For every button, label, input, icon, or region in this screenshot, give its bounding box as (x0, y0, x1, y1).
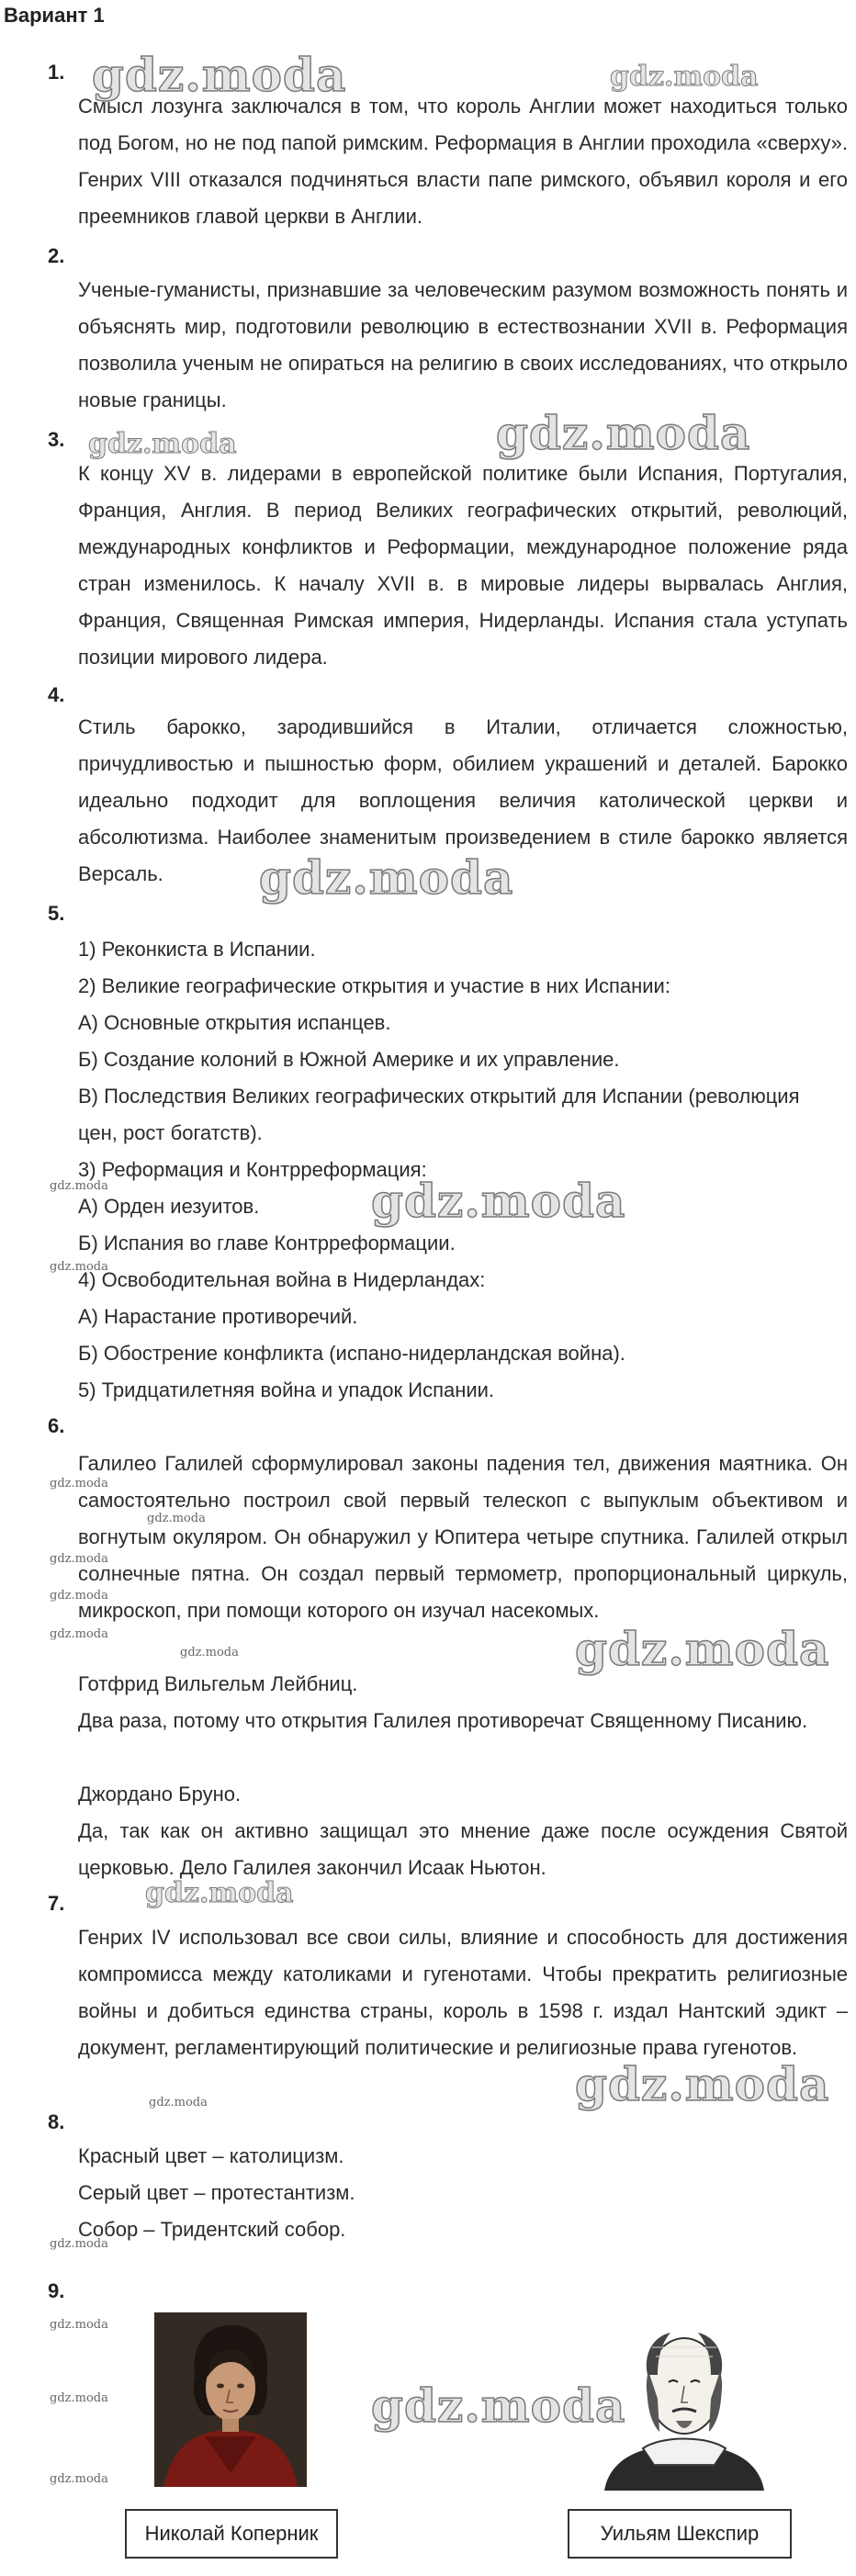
answer-6-paragraph: Два раза, потому что открытия Галилея противоречат Священному Писанию. (78, 1709, 808, 1732)
outline-line: А) Орден иезуитов. (78, 1195, 260, 1218)
answer-2-text: Ученые-гуманисты, признавшие за человеческим разумом возможность понять и объяснять мир, подготовили революцию в естествознании XVII в. Реформация позволила ученым не опираться на религию в своих исследованиях, что открыло новые границы. (78, 278, 848, 411)
watermark: gdz.moda (50, 1179, 108, 1193)
outline-line: 3) Реформация и Контрреформация: (78, 1158, 427, 1181)
shakespeare-caption: Уильям Шекспир (568, 2509, 792, 2559)
outline-line: А) Нарастание противоречий. (78, 1305, 358, 1328)
question-number-4: 4. (48, 683, 65, 706)
watermark: gdz.moda (50, 1260, 108, 1274)
watermark: gdz.moda (50, 1589, 108, 1603)
watermark: gdz.moda (145, 1877, 294, 1909)
watermark: gdz.moda (50, 2318, 108, 2332)
answer-6-paragraph: Готфрид Вильгельм Лейбниц. (78, 1672, 358, 1695)
watermark: gdz.moda (50, 2472, 108, 2486)
variant-title: Вариант 1 (4, 4, 105, 27)
watermark: gdz.moda (180, 1646, 239, 1659)
question-number-8: 8. (48, 2110, 65, 2133)
question-number-1: 1. (48, 61, 65, 84)
watermark: gdz.moda (88, 428, 237, 460)
watermark: gdz.moda (575, 1622, 830, 1676)
question-number-6: 6. (48, 1414, 65, 1437)
outline-line: В) Последствия Великих географических открытий для Испании (революция (78, 1085, 800, 1108)
question-number-7: 7. (48, 1892, 65, 1915)
answer-8-line: Собор – Тридентский собор. (78, 2218, 346, 2241)
watermark: gdz.moda (50, 1552, 108, 1566)
outline-line: А) Основные открытия испанцев. (78, 1011, 391, 1034)
watermark: gdz.moda (50, 1477, 108, 1490)
answer-3-text: К концу XV в. лидерами в европейской политике были Испания, Португалия, Франция, Англия. В период Великих географических открытий, революций, международных конфликтов и Реформации, международное положение ряда стран изменилось. К началу XVII в. в мировые лидеры вырвалась Англия, Франция, Священная Римская империя, Нидерланды. Испания стала уступать позиции мирового лидера. (78, 462, 848, 669)
watermark: gdz.moda (371, 2379, 626, 2433)
answer-7-text: Генрих IV использовал все свои силы, влияние и способность для достижения компромисса между католиками и гугенотами. Чтобы прекратить религиозные войны и добиться единства страны, король в 1598 г. издал Нантский эдикт – документ, регламентирующий политические и религиозные права гугенотов. (78, 1926, 848, 2059)
watermark: gdz.moda (149, 2096, 208, 2109)
outline-line: 2) Великие географические открытия и участие в них Испании: (78, 974, 670, 997)
answer-4-text: Стиль барокко, зародившийся в Италии, отличается сложностью, причудливостью и пышностью форм, обилием украшений и деталей. Барокко идеально подходит для воплощения величия католической церкви и абсолютизма. Наиболее знаменитым произведением в стиле барокко является Версаль. (78, 715, 848, 885)
watermark: gdz.moda (92, 48, 347, 102)
answer-6-paragraph: Галилео Галилей сформулировал законы падения тел, движения маятника. Он самостоятельно построил свой первый телескоп с выпуклым объективом и вогнутым окуляром. Он обнаружил у Юпитера четыре спутника. Галилей открыл солнечные пятна. Он создал первый термометр, пропорциональный циркуль, микроскоп, при помощи которого он изучал насекомых. (78, 1452, 848, 1622)
copernicus-portrait-icon (154, 2312, 307, 2487)
watermark: gdz.moda (371, 1174, 626, 1228)
question-number-9: 9. (48, 2279, 65, 2302)
watermark: gdz.moda (259, 850, 514, 905)
outline-line: 1) Реконкиста в Испании. (78, 938, 316, 961)
watermark: gdz.moda (50, 2237, 108, 2251)
outline-line: 5) Тридцатилетняя война и упадок Испании. (78, 1378, 495, 1401)
outline-line: Б) Обострение конфликта (испано-нидерландская война). (78, 1342, 625, 1365)
outline-line: Б) Создание колоний в Южной Америке и их управление. (78, 1048, 620, 1071)
answer-8-line: Серый цвет – протестантизм. (78, 2181, 355, 2204)
watermark: gdz.moda (496, 406, 751, 460)
question-number-2: 2. (48, 244, 65, 267)
outline-line: 4) Освободительная война в Нидерландах: (78, 1268, 486, 1291)
question-number-5: 5. (48, 902, 65, 925)
answer-6-paragraph: Джордано Бруно. (78, 1783, 242, 1805)
question-number-3: 3. (48, 428, 65, 451)
watermark: gdz.moda (147, 1512, 206, 1525)
outline-line: цен, рост богатств). (78, 1121, 263, 1144)
copernicus-caption: Николай Коперник (125, 2509, 338, 2559)
outline-line: Б) Испания во главе Контрреформации. (78, 1232, 456, 1254)
watermark: gdz.moda (50, 2391, 108, 2405)
answer-1-text: Смысл лозунга заключался в том, что король Англии может находиться только под Богом, но не под папой римским. Реформация в Англии проходила «сверху». Генрих VIII отказался подчиняться власти папе римского, объявил короля и его преемников главой церкви в Англии. (78, 95, 848, 228)
answer-8-line: Красный цвет – католицизм. (78, 2144, 344, 2167)
answer-6-paragraph: Да, так как он активно защищал это мнение даже после осуждения Святой церковью. Дело Галилея закончил Исаак Ньютон. (78, 1819, 848, 1879)
watermark: gdz.moda (50, 1627, 108, 1641)
watermark: gdz.moda (575, 2057, 830, 2111)
watermark: gdz.moda (610, 61, 759, 93)
